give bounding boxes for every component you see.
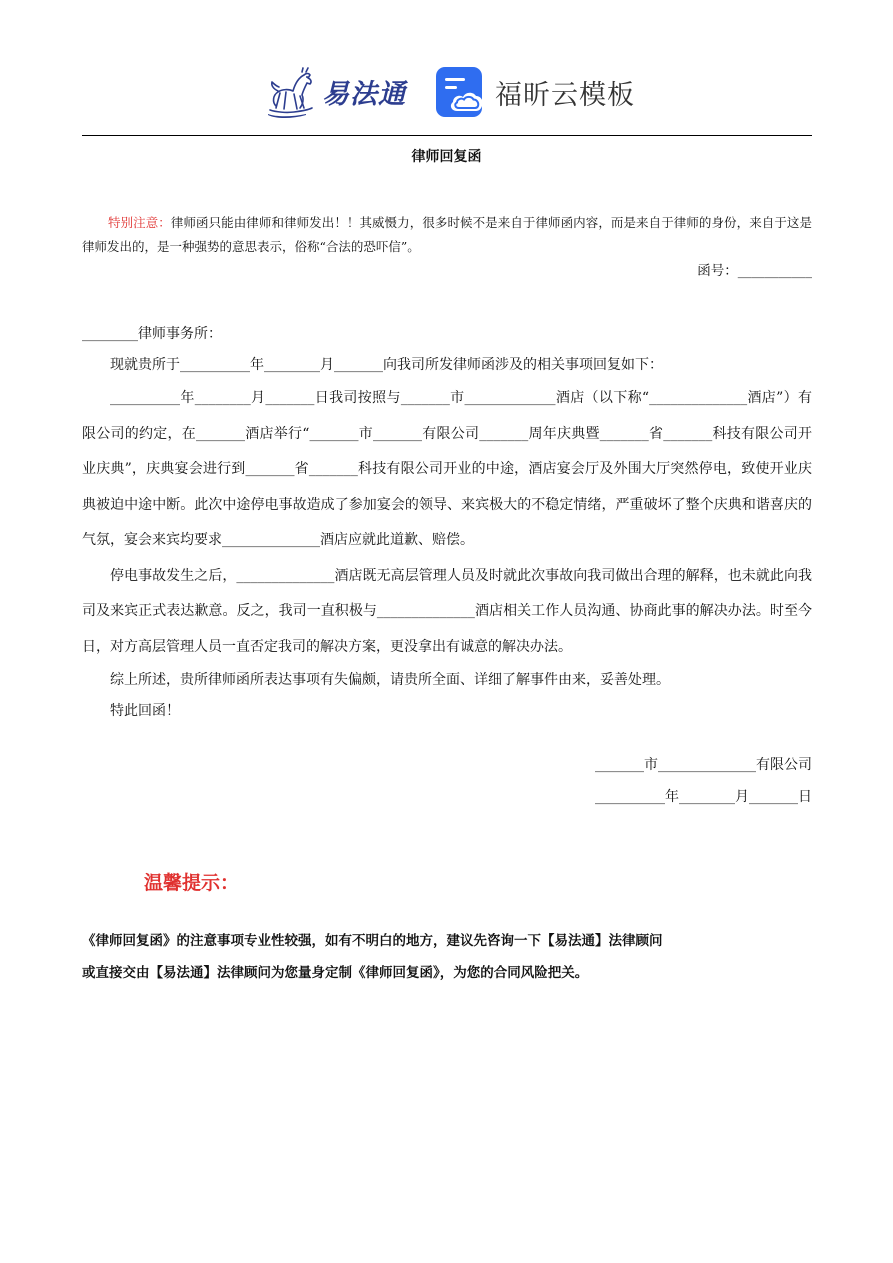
notice-label: 特别注意： <box>108 215 171 230</box>
signature-date: __________年________月_______日 <box>595 789 812 805</box>
yifatong-logo-text: 易法通 <box>322 78 406 110</box>
tips-text <box>82 925 822 989</box>
special-notice <box>82 211 812 259</box>
tips-title: 温馨提示： <box>144 872 240 894</box>
document-title: 律师回复函 <box>411 149 482 165</box>
letter-body <box>82 319 812 727</box>
fuxin-logo-text: 福昕云模板 <box>495 79 635 111</box>
fuxin-logo <box>435 64 635 120</box>
paragraph-2: __________年________月_______日我司按照与_______市_____________酒店（以下称“______________酒店”）有限公司的约定，在_______酒店举行“_______市_______有限公司_______周年庆典暨_______省_______科技有限公司开业庆典”，庆典宴会进行到_______省_______科技有限公司开业的中途，酒店宴会厅及外围大厅突然停电，致使开业庆典被迫中途中断。此次中途停电事故造成了参加宴会的领导、来宾极大的不稳定情绪，严重破坏了整个庆典和谐喜庆的气氛，宴会来宾均要求______________酒店应就此道歉、赔偿。 <box>82 390 812 548</box>
yifatong-logo <box>262 62 406 120</box>
tips-line-1: 《律师回复函》的注意事项专业性较强，如有不明白的地方，建议先咨询一下【易法通】法律顾问 <box>82 933 663 949</box>
paragraph-5: 特此回函！ <box>110 703 180 719</box>
horse-emblem-icon <box>262 62 320 120</box>
header-divider <box>82 135 812 136</box>
cloud-document-icon <box>435 66 487 118</box>
paragraph-4: 综上所述，贵所律师函所表达事项有失偏颇，请贵所全面、详细了解事件由来，妥善处理。 <box>110 672 670 688</box>
salutation: ________律师事务所： <box>82 326 222 342</box>
notice-text: 律师函只能由律师和律师发出！！其威慑力，很多时候不是来自于律师函内容，而是来自于律师的身份，来自于这是律师发出的，是一种强势的意思表示，俗称“合法的恐吓信”。 <box>82 215 812 254</box>
tips-line-2: 或直接交由【易法通】法律顾问为您量身定制《律师回复函》，为您的合同风险把关。 <box>82 965 589 981</box>
signature-company: _______市______________有限公司 <box>595 757 812 773</box>
file-number: 函号：___________ <box>697 263 812 279</box>
header <box>0 58 893 128</box>
paragraph-1: 现就贵所于__________年________月_______向我司所发律师函涉及的相关事项回复如下： <box>110 357 663 373</box>
paragraph-3: 停电事故发生之后，______________酒店既无高层管理人员及时就此次事故向我司做出合理的解释，也未就此向我司及来宾正式表达歉意。反之，我司一直积极与______________酒店相关工作人员沟通、协商此事的解决办法。时至今日，对方高层管理人员一直否定我司的解决方案，更没拿出有诚意的解决办法。 <box>82 567 812 655</box>
